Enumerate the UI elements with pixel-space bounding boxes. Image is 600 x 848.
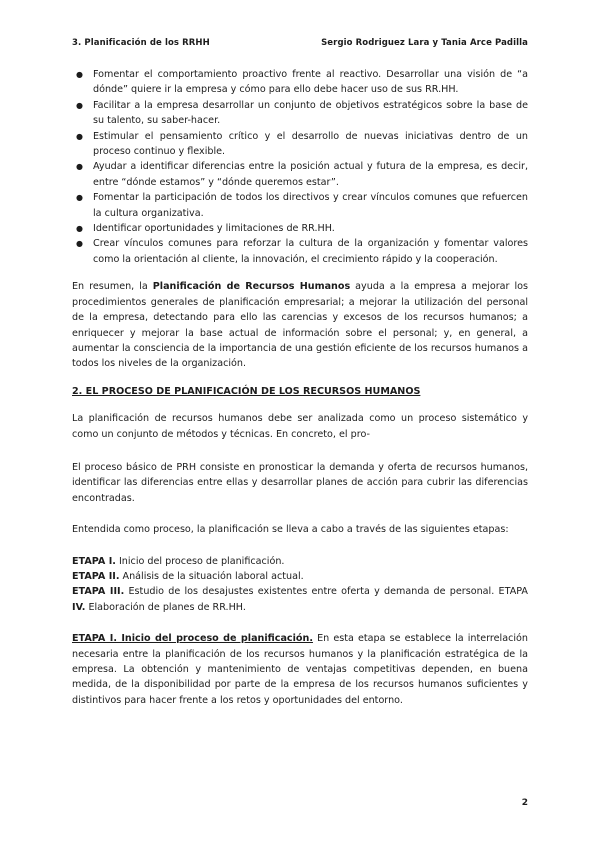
page-content [72,67,528,708]
list-item: ● Ayudar a identificar diferencias entre la posición actual y futura de la empresa, es decir, entre “dónde estamos” y “dónde queremos estar”. [76,161,528,188]
bullet-icon: ● [76,100,83,110]
paragraph-stages-intro: Entendida como proceso, la planificación se lleva a cabo a través de las siguientes etapas: [72,524,509,536]
stage-1-heading: ETAPA I. Inicio del proceso de planificación. [72,633,313,645]
summary-bold-term: Planificación de Recursos Humanos [152,281,351,293]
bullet-icon: ● [76,224,83,234]
paragraph-prh: El proceso básico de PRH consiste en pronosticar la demanda y oferta de recursos humanos, identificar las diferencias entre ellas y desarrollar planes de acción para cubrir las diferencias encontradas. [72,461,528,504]
list-item: ● Crear vínculos comunes para reforzar la cultura de la organización y fomentar valores como la orientación al cliente, la innovación, el crecimiento rápido y la cooperación. [76,238,528,265]
paragraph-intro: La planificación de recursos humanos debe ser analizada como un proceso sistemático y como un conjunto de métodos y técnicas. En concreto, el pro- [72,413,528,440]
list-item: ● Facilitar a la empresa desarrollar un conjunto de objetivos estratégicos sobre la base de su talento, su saber-hacer. [76,99,528,127]
page-number: 2 [521,798,528,808]
bullet-icon: ● [76,239,83,249]
objectives-list [72,67,528,267]
list-item: ● Estimular el pensamiento crítico y el desarrollo de nuevas iniciativas dentro de un proceso continuo y flexible. [76,130,528,158]
header-chapter: 3. Planificación de los RRHH [72,38,210,48]
stage-3-label: ETAPA III. [72,586,125,598]
list-item: ● Fomentar el comportamiento proactivo frente al reactivo. Desarrollar una visión de “a dónde” quiere ir la empresa y cómo para ello debe hacer uso de sus RR.HH. [76,69,528,96]
bullet-icon: ● [76,162,83,172]
stage-2-label: ETAPA II. [72,570,120,582]
stage-4-label: IV. [72,601,86,613]
bullet-icon: ● [76,193,83,203]
list-item: ● Fomentar la participación de todos los directivos y crear vínculos comunes que refuercen la cultura organizativa. [76,192,528,219]
bullet-icon: ● [76,131,83,141]
bullet-icon: ● [76,70,83,79]
stage-1-label: ETAPA I. [72,555,116,567]
page-header [72,38,528,48]
header-authors: Sergio Rodriguez Lara y Tania Arce Padilla [321,38,528,48]
summary-paragraph: En resumen, la Planificación de Recursos Humanos ayuda a la empresa a mejorar los procedimientos generales de planificación empresarial; a mejorar la utilización del personal de la empresa, detectando para ello las carencias y excesos de los recursos humanos; a enriquecer y mejorar la base actual de información sobre el personal; y, en general, a aumentar la consciencia de la importancia de una gestión eficiente de los recursos humanos a todos los niveles de la organización. [72,281,528,370]
stages-list: ETAPA I. Inicio del proceso de planificación. ETAPA II. Análisis de la situación laboral actual. ETAPA III. Estudio de los desajustes existentes entre oferta y demanda de personal. ETAPA IV. Elaboración de planes de RR.HH. [72,555,528,613]
list-item: ● Identificar oportunidades y limitaciones de RR.HH. [93,221,528,236]
section-heading: 2. EL PROCESO DE PLANIFICACIÓN DE LOS RECURSOS HUMANOS [72,385,421,397]
stage-1-paragraph: ETAPA I. Inicio del proceso de planificación. En esta etapa se establece la interrelación necesaria entre la planificación de los recursos humanos y la planificación estratégica de la empresa. La obtención y mantenimiento de ventajas competitivas dependen, en buena medida, de la disponibilidad por parte de la empresa de los recursos humanos suficientes y distintivos para hacer frente a los retos y oportunidades del entorno. [72,633,528,706]
